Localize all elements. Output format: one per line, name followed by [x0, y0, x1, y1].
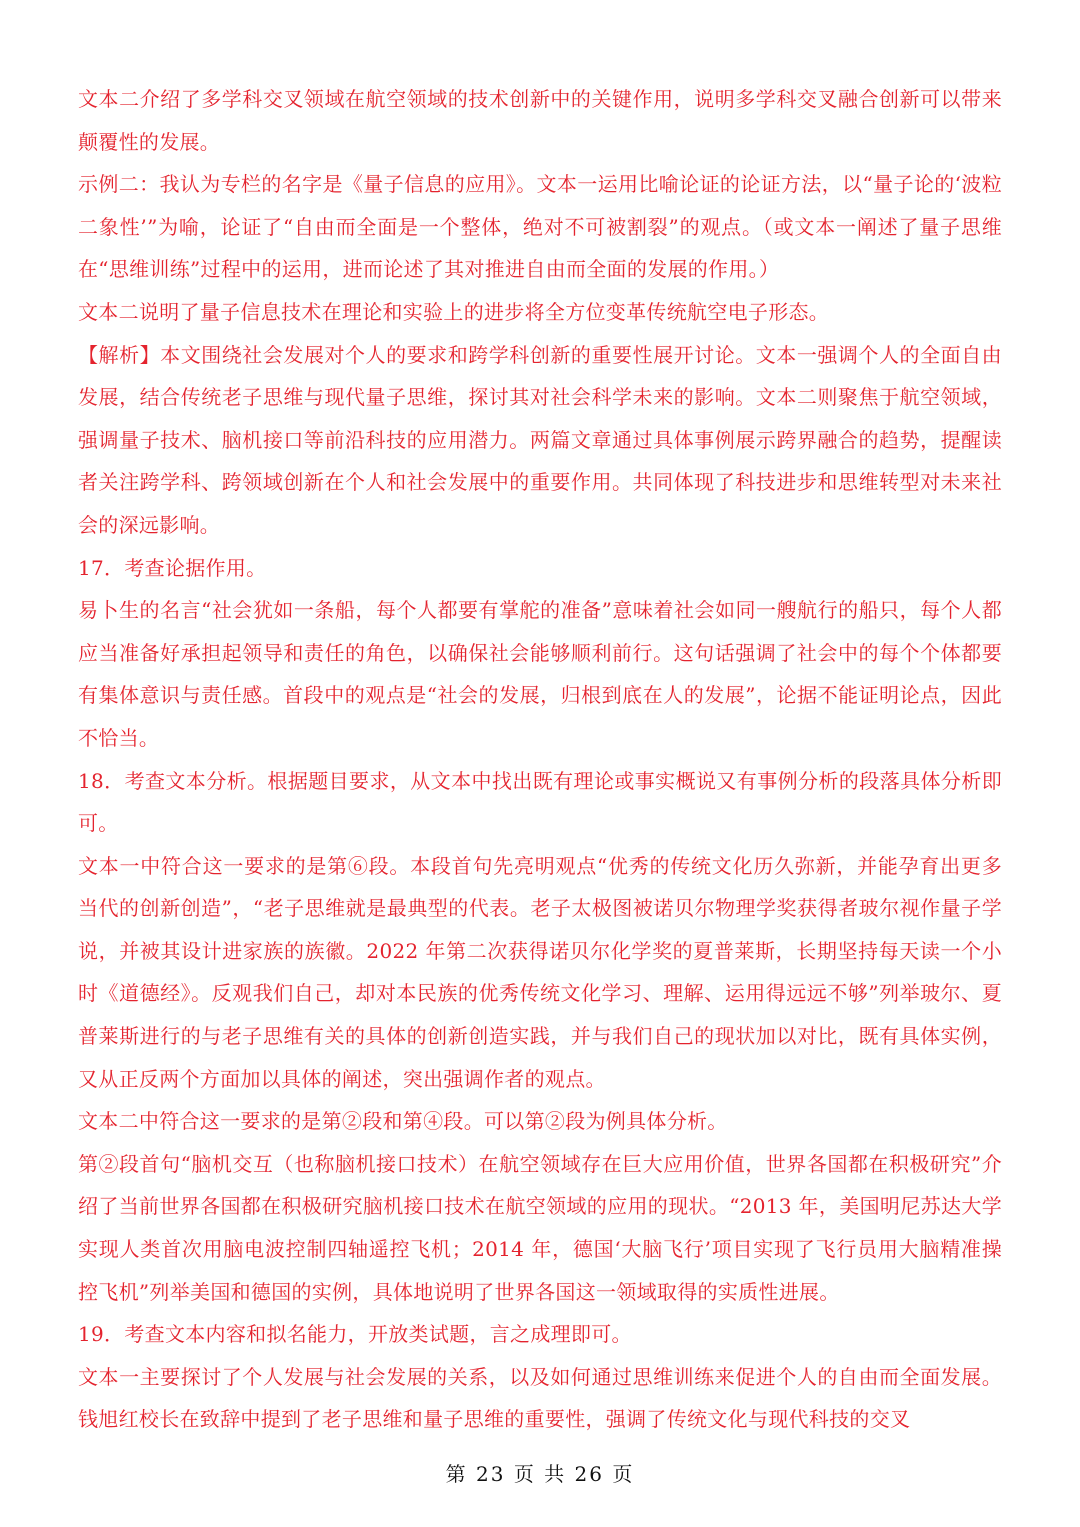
paragraph-text: 文本二说明了量子信息技术在理论和实验上的进步将全方位变革传统航空电子形态。: [78, 299, 830, 324]
analysis-tag: 【解析】: [78, 342, 161, 367]
paragraph-2: [78, 163, 1002, 291]
question-18-heading: [78, 760, 1002, 845]
question-18-text-two-intro: [78, 1100, 1002, 1143]
paragraph-text: 18．考查文本分析。根据题目要求，从文本中找出既有理论或事实概说又有事例分析的段落具体分析即可。: [78, 768, 1002, 836]
paragraph-text: 本文围绕社会发展对个人的要求和跨学科创新的重要性展开讨论。文本一强调个人的全面自由发展，结合传统老子思维与现代量子思维，探讨其对社会科学未来的影响。文本二则聚焦于航空领域，强调量子技术、脑机接口等前沿科技的应用潜力。两篇文章通过具体事例展示跨界融合的趋势，提醒读者关注跨学科、跨领域创新在个人和社会发展中的重要作用。共同体现了科技进步和思维转型对未来社会的深远影响。: [78, 342, 1002, 537]
paragraph-1: [78, 78, 1002, 163]
paragraph-analysis: [78, 334, 1002, 547]
question-19-heading: [78, 1313, 1002, 1356]
question-19-answer: [78, 1356, 1002, 1441]
question-18-text-one: [78, 845, 1002, 1101]
question-17-heading: [78, 547, 1002, 590]
paragraph-text: 文本二中符合这一要求的是第②段和第④段。可以第②段为例具体分析。: [78, 1109, 728, 1134]
paragraph-text: 17．考查论据作用。: [78, 555, 267, 580]
question-17-answer: [78, 589, 1002, 759]
paragraph-text: 文本二介绍了多学科交叉领域在航空领域的技术创新中的关键作用，说明多学科交叉融合创新可以带来颠覆性的发展。: [78, 87, 1002, 154]
paragraph-text: 示例二：我认为专栏的名字是《量子信息的应用》。文本一运用比喻论证的论证方法，以“量子论的‘波粒二象性’”为喻，论证了“自由而全面是一个整体，绝对不可被割裂”的观点。（或文本一阐述了量子思维在“思维训练”过程中的运用，进而论述了其对推进自由而全面的发展的作用。）: [78, 172, 1002, 282]
document-body: [78, 78, 1002, 1441]
question-18-text-two-analysis: [78, 1143, 1002, 1313]
paragraph-text: 19．考查文本内容和拟名能力，开放类试题，言之成理即可。: [78, 1322, 632, 1347]
page-number-footer: 第 23 页 共 26 页: [445, 1462, 635, 1486]
paragraph-text: 文本一主要探讨了个人发展与社会发展的关系，以及如何通过思维训练来促进个人的自由而全面发展。钱旭红校长在致辞中提到了老子思维和量子思维的重要性，强调了传统文化与现代科技的交叉: [78, 1364, 1002, 1432]
paragraph-text: 易卜生的名言“社会犹如一条船，每个人都要有掌舵的准备”意味着社会如同一艘航行的船只，每个人都应当准备好承担起领导和责任的角色，以确保社会能够顺利前行。这句话强调了社会中的每个个体都要有集体意识与责任感。首段中的观点是“社会的发展，归根到底在人的发展”，论据不能证明论点，因此不恰当。: [78, 598, 1002, 750]
paragraph-text: 第②段首句“脑机交互（也称脑机接口技术）在航空领域存在巨大应用价值，世界各国都在积极研究”介绍了当前世界各国都在积极研究脑机接口技术在航空领域的应用的现状。“2013 年，美国明尼苏达大学实现人类首次用脑电波控制四轴遥控飞机；2014 年，德国‘大脑飞行’项目实现了飞行员用大脑精准操控飞机”列举美国和德国的实例，具体地说明了世界各国这一领域取得的实质性进展。: [78, 1151, 1002, 1304]
paragraph-3: [78, 291, 1002, 334]
paragraph-text: 文本一中符合这一要求的是第⑥段。本段首句先亮明观点“优秀的传统文化历久弥新，并能孕育出更多当代的创新创造”，“老子思维就是最典型的代表。老子太极图被诺贝尔物理学奖获得者玻尔视作量子学说，并被其设计进家族的族徽。2022 年第二次获得诺贝尔化学奖的夏普莱斯，长期坚持每天读一个小时《道德经》。反观我们自己，却对本民族的优秀传统文化学习、理解、运用得远远不够”列举玻尔、夏普莱斯进行的与老子思维有关的具体的创新创造实践，并与我们自己的现状加以对比，既有具体实例，又从正反两个方面加以具体的阐述，突出强调作者的观点。: [78, 853, 1002, 1091]
